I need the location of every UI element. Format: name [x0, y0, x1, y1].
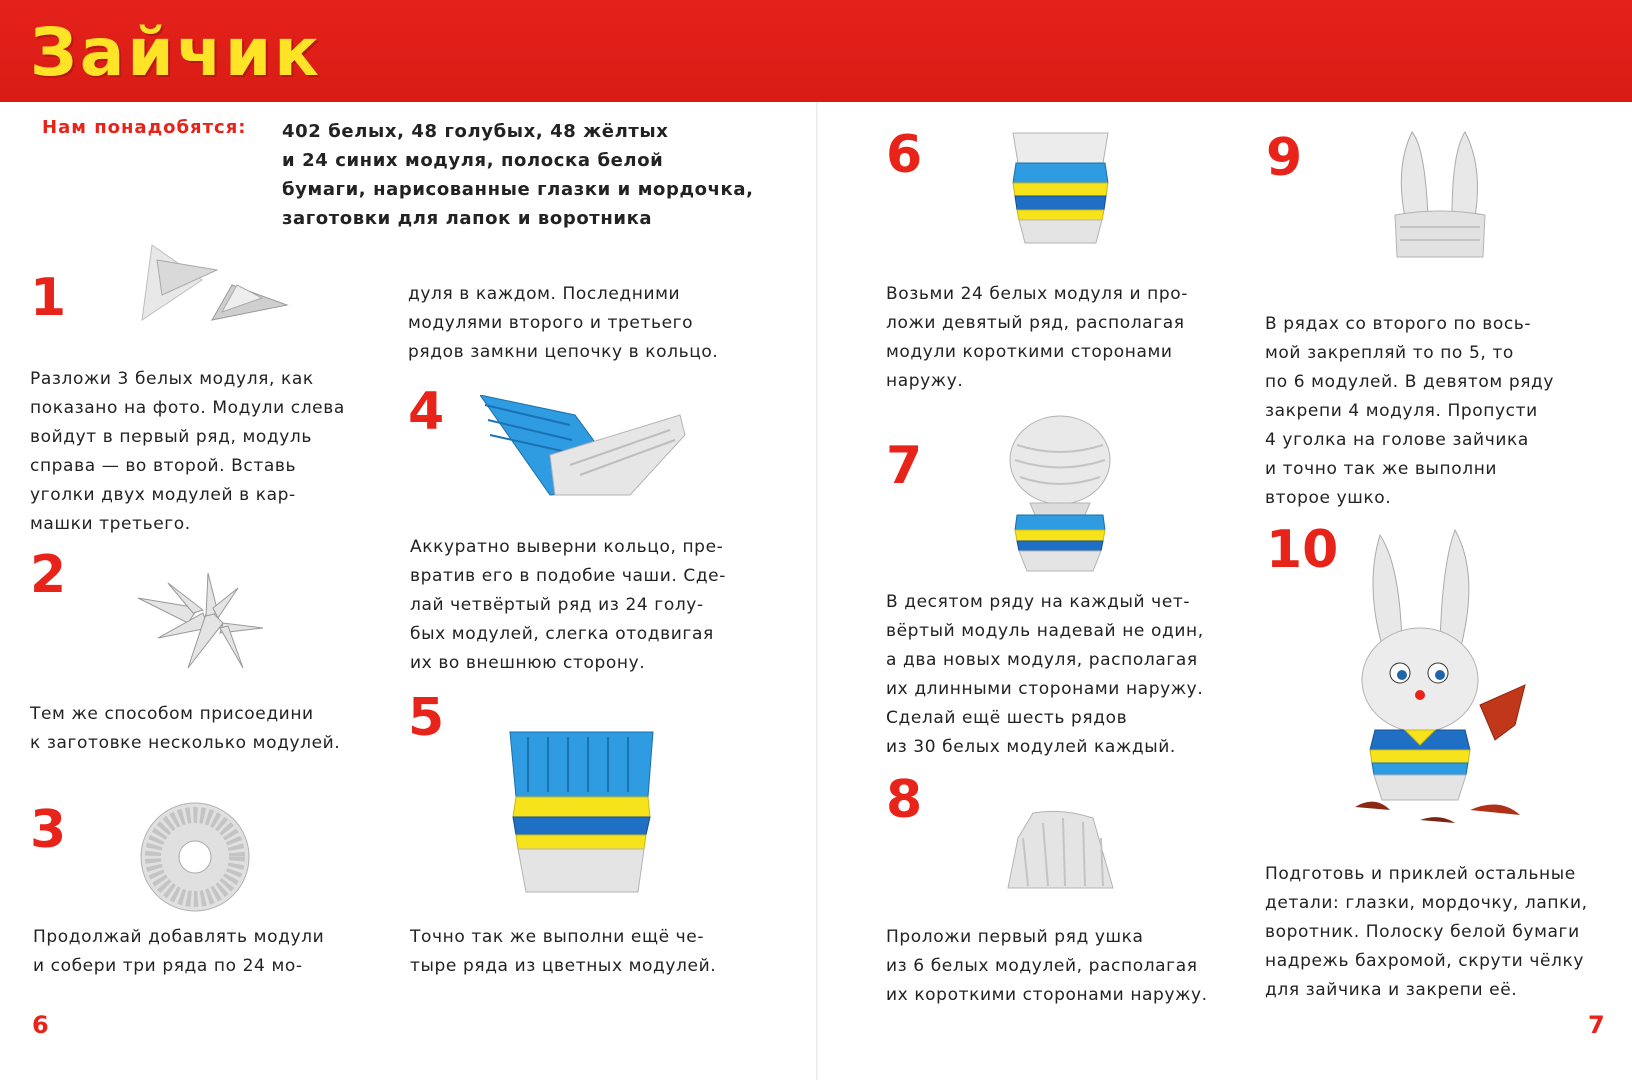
- step-text: Разложи 3 белых модуля, как показано на фото. Модули слева войдут в первый ряд, модуль справа — во второй. Вставь уголки двух модулей в кар- машки третьего.: [30, 369, 345, 534]
- step-number: 8: [886, 770, 923, 830]
- step-text: Проложи первый ряд ушка из 6 белых модулей, располагая их короткими сторонами наружу.: [886, 927, 1208, 1005]
- ears-photo: [1390, 127, 1488, 262]
- step-number: 4: [408, 382, 445, 442]
- step-number: 6: [886, 125, 923, 185]
- ninth-row-photo: [1008, 128, 1113, 248]
- finished-bunny-photo: [1350, 525, 1540, 830]
- step-text: Подготовь и приклей остальные детали: глазки, мордочку, лапки, воротник. Полоску белой бумаги надрежь бахромой, скрути чёлку для зайчика и закрепи её.: [1265, 864, 1588, 1000]
- step-number: 7: [886, 436, 923, 496]
- page-title: Зайчик: [30, 14, 323, 91]
- step-text: Возьми 24 белых модуля и про- ложи девятый ряд, располагая модули короткими сторонами наружу.: [886, 284, 1188, 391]
- step-text: Точно так же выполни ещё че- тыре ряда из цветных модулей.: [410, 927, 717, 976]
- module-ring-photo: [138, 800, 253, 915]
- first-ear-row-photo: [1003, 808, 1121, 893]
- step-number: 9: [1266, 128, 1303, 188]
- step-number: 1: [30, 268, 67, 328]
- blue-bowl-photo: [480, 395, 690, 510]
- right-page-number: 7: [1588, 1011, 1605, 1039]
- step-text: В десятом ряду на каждый чет- вёртый модуль надевай не один, а два новых модуля, располагая их длинными сторонами наружу. Сделай ещё шесть рядов из 30 белых модулей каждый.: [886, 592, 1204, 757]
- colored-rows-photo: [498, 727, 663, 897]
- materials-label: Нам понадобятся:: [42, 117, 247, 138]
- materials-text: 402 белых, 48 голубых, 48 жёлтых и 24 синих модуля, полоска белой бумаги, нарисованные глазки и мордочка, заготовки для лапок и воротника: [282, 121, 754, 229]
- step-text: В рядах со второго по вось- мой закрепляй то по 5, то по 6 модулей. В девятом ряду закрепи 4 модуля. Пропусти 4 уголка на голове зайчика и точно так же выполни второе ушко.: [1265, 314, 1555, 508]
- step-number: 2: [30, 545, 67, 605]
- left-page-number: 6: [32, 1011, 49, 1039]
- page-fold: [816, 102, 818, 1080]
- joined-modules-photo: [128, 568, 268, 683]
- step-number: 3: [30, 800, 67, 860]
- step-number: 10: [1266, 520, 1339, 580]
- step-text: Тем же способом присоедини к заготовке несколько модулей.: [30, 704, 341, 753]
- head-rows-photo: [1005, 415, 1115, 575]
- step-text-continued: дуля в каждом. Последними модулями второго и третьего рядов замкни цепочку в кольцо.: [408, 284, 719, 362]
- step-number: 5: [408, 688, 445, 748]
- step-text: Аккуратно выверни кольцо, пре- вратив его в подобие чаши. Сде- лай четвёртый ряд из 24 голу- бых модулей, слегка отодвигая их во внешнюю сторону.: [410, 537, 726, 673]
- three-modules-photo: [122, 240, 292, 340]
- step-text: Продолжай добавлять модули и собери три ряда по 24 мо-: [33, 927, 325, 976]
